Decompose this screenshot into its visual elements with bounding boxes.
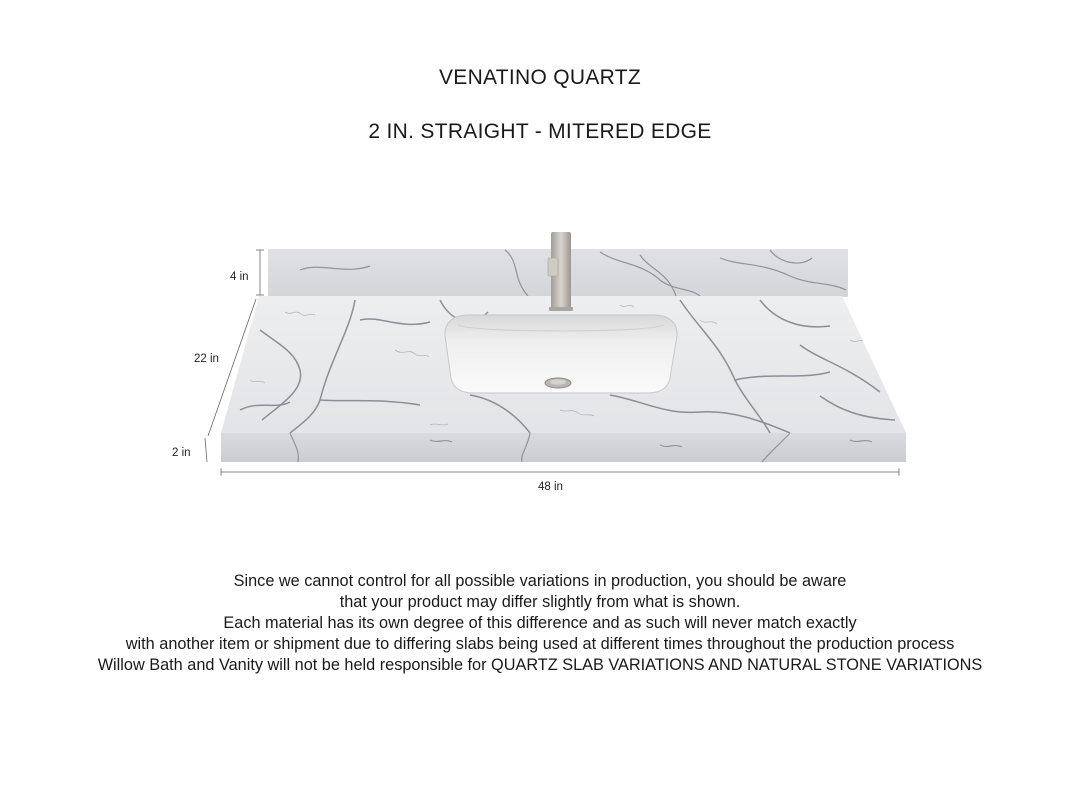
disclaimer-line: that your product may differ slightly from what is shown. xyxy=(339,593,741,611)
backsplash-dimension-label: 4 in xyxy=(230,271,249,283)
edge-dimension-line xyxy=(205,438,207,462)
disclaimer-line: Since we cannot control for all possible variations in production, you should be aware xyxy=(233,572,847,590)
mitered-front-edge xyxy=(221,433,906,462)
edge-style-subtitle: 2 IN. STRAIGHT - MITERED EDGE xyxy=(368,120,712,143)
disclaimer-line: Willow Bath and Vanity will not be held responsible for QUARTZ SLAB VARIATIONS AND NATURAL STONE VARIATIONS xyxy=(97,656,983,674)
faucet xyxy=(548,232,573,311)
undermount-sink xyxy=(445,315,677,393)
product-title: VENATINO QUARTZ xyxy=(438,66,642,89)
depth-dimension-label: 22 in xyxy=(194,353,219,365)
disclaimer-line: with another item or shipment due to differing slabs being used at different times throughout the production process xyxy=(125,635,955,653)
disclaimer-line: Each material has its own degree of this difference and as such will never match exactly xyxy=(223,614,857,632)
disclaimer-text xyxy=(0,571,1080,676)
edge-dimension-label: 2 in xyxy=(172,447,191,459)
sink-drain xyxy=(545,378,571,388)
width-dimension-label: 48 in xyxy=(538,481,563,493)
